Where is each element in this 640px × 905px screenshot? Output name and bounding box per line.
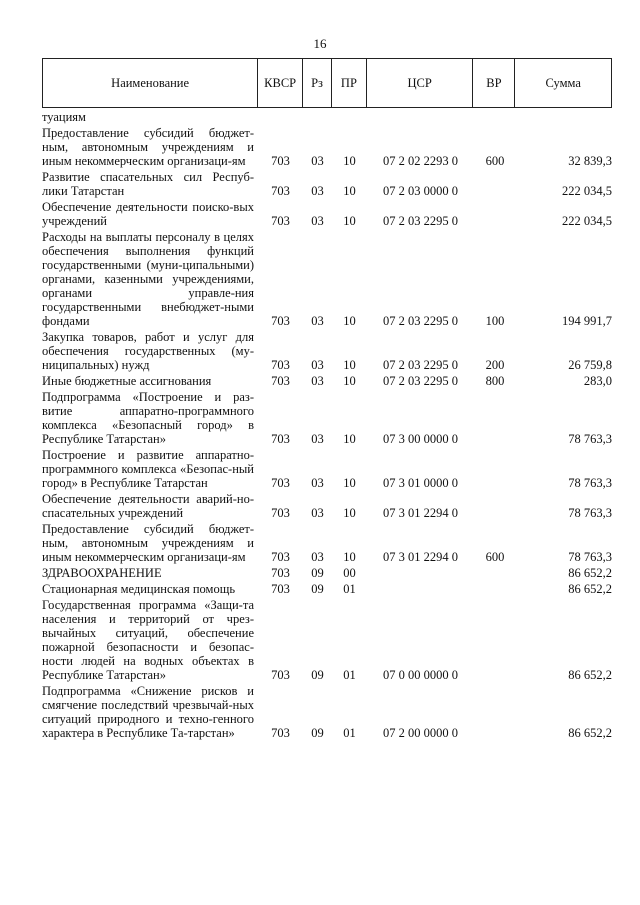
table-header xyxy=(42,58,612,108)
row-sum: 283,0 xyxy=(583,374,612,388)
row-kvsr: 703 xyxy=(271,432,290,446)
row-pr: 01 xyxy=(343,726,356,740)
row-sum: 32 839,3 xyxy=(568,154,612,168)
row-rz: 03 xyxy=(311,154,324,168)
row-pr: 10 xyxy=(343,314,356,328)
row-csr: 07 2 00 0000 0 xyxy=(383,726,458,740)
row-pr: 10 xyxy=(343,154,356,168)
row-pr: 01 xyxy=(343,668,356,682)
header-kvsr: КВСР xyxy=(258,59,303,107)
row-name: туациям xyxy=(42,110,86,124)
row-kvsr: 703 xyxy=(271,358,290,372)
header-rz: Рз xyxy=(303,59,332,107)
row-name: Предоставление субсидий бюджет-ным, автономным учреждениям и иным некоммерческим организаци-ям xyxy=(42,522,254,564)
row-name: Обеспечение деятельности аварий-но-спасательных учреждений xyxy=(42,492,254,520)
row-sum: 78 763,3 xyxy=(568,476,612,490)
header-sum: Сумма xyxy=(545,75,581,90)
row-rz: 09 xyxy=(311,668,324,682)
header-vr: ВР xyxy=(473,59,515,107)
row-name: Подпрограмма «Снижение рисков и смягчение последствий чрезвычай-ных ситуаций природного и техно-генного характера в Республике Та-тарстан» xyxy=(42,684,254,740)
table-row xyxy=(42,390,612,446)
row-rz: 03 xyxy=(311,432,324,446)
row-rz: 03 xyxy=(311,506,324,520)
row-kvsr: 703 xyxy=(271,566,290,580)
row-kvsr: 703 xyxy=(271,582,290,596)
row-pr: 10 xyxy=(343,374,356,388)
header-pr: ПР xyxy=(332,59,367,107)
table-row xyxy=(42,110,612,124)
row-sum: 78 763,3 xyxy=(568,506,612,520)
row-pr: 10 xyxy=(343,214,356,228)
row-pr: 10 xyxy=(343,476,356,490)
row-name: Подпрограмма «Построение и раз-витие аппаратно-программного комплекса «Безопасный город» в Республике Татарстан» xyxy=(42,390,254,446)
row-csr: 07 2 03 2295 0 xyxy=(383,214,458,228)
row-kvsr: 703 xyxy=(271,476,290,490)
table-row xyxy=(42,170,612,198)
header-name: Наименование xyxy=(43,59,258,107)
row-name: Иные бюджетные ассигнования xyxy=(42,374,212,388)
table-row xyxy=(42,684,612,740)
row-kvsr: 703 xyxy=(271,214,290,228)
row-name: Построение и развитие аппаратно-программного комплекса «Безопас-ный город» в Республике Татарстан xyxy=(42,448,254,490)
row-name: Предоставление субсидий бюджет-ным, автономным учреждениям и иным некоммерческим организаци-ям xyxy=(42,126,254,168)
row-csr: 07 2 03 0000 0 xyxy=(383,184,458,198)
table-row xyxy=(42,330,612,372)
row-sum: 222 034,5 xyxy=(562,184,612,198)
row-pr: 00 xyxy=(343,566,356,580)
row-csr: 07 3 01 2294 0 xyxy=(383,550,458,564)
row-pr: 01 xyxy=(343,582,356,596)
row-kvsr: 703 xyxy=(271,184,290,198)
row-pr: 10 xyxy=(343,550,356,564)
row-name: Расходы на выплаты персоналу в целях обеспечения выполнения функций государственными (муни-ципальными) органами, казенными учреждениями, органами управле-ния государственными внебюджет-ными фондами xyxy=(42,230,254,328)
row-sum: 78 763,3 xyxy=(568,432,612,446)
table-row xyxy=(42,566,612,580)
table-row xyxy=(42,200,612,228)
row-rz: 09 xyxy=(311,566,324,580)
row-name: Развитие спасательных сил Респуб-лики Татарстан xyxy=(42,170,254,198)
row-rz: 03 xyxy=(311,476,324,490)
row-csr: 07 3 01 0000 0 xyxy=(383,476,458,490)
page-number: 16 xyxy=(313,36,327,51)
row-kvsr: 703 xyxy=(271,506,290,520)
row-sum: 86 652,2 xyxy=(568,582,612,596)
row-sum: 222 034,5 xyxy=(562,214,612,228)
row-sum: 86 652,2 xyxy=(568,668,612,682)
row-sum: 194 991,7 xyxy=(562,314,612,328)
table-body xyxy=(42,110,612,742)
row-name: Обеспечение деятельности поиско-вых учреждений xyxy=(42,200,254,228)
header-csr: ЦСР xyxy=(367,59,474,107)
row-kvsr: 703 xyxy=(271,314,290,328)
row-csr: 07 0 00 0000 0 xyxy=(383,668,458,682)
table-row xyxy=(42,448,612,490)
row-kvsr: 703 xyxy=(271,374,290,388)
table-row xyxy=(42,126,612,168)
table-row xyxy=(42,598,612,682)
row-kvsr: 703 xyxy=(271,668,290,682)
row-rz: 03 xyxy=(311,550,324,564)
row-vr: 600 xyxy=(485,154,505,168)
row-vr: 600 xyxy=(485,550,505,564)
row-sum: 86 652,2 xyxy=(568,726,612,740)
row-name: ЗДРАВООХРАНЕНИЕ xyxy=(42,566,162,580)
row-kvsr: 703 xyxy=(271,726,290,740)
table-row xyxy=(42,374,612,388)
row-pr: 10 xyxy=(343,432,356,446)
table-row xyxy=(42,492,612,520)
row-csr: 07 2 02 2293 0 xyxy=(383,154,458,168)
row-pr: 10 xyxy=(343,358,356,372)
row-name: Закупка товаров, работ и услуг для обеспечения государственных (му-ниципальных) нужд xyxy=(42,330,254,372)
row-name: Стационарная медицинская помощь xyxy=(42,582,236,596)
row-vr: 200 xyxy=(485,358,505,372)
row-rz: 03 xyxy=(311,374,324,388)
row-kvsr: 703 xyxy=(271,550,290,564)
row-csr: 07 3 01 2294 0 xyxy=(383,506,458,520)
row-csr: 07 2 03 2295 0 xyxy=(383,374,458,388)
row-rz: 03 xyxy=(311,184,324,198)
row-sum: 26 759,8 xyxy=(568,358,612,372)
row-rz: 03 xyxy=(311,358,324,372)
row-csr: 07 2 03 2295 0 xyxy=(383,314,458,328)
row-vr: 800 xyxy=(485,374,505,388)
row-rz: 03 xyxy=(311,214,324,228)
row-pr: 10 xyxy=(343,184,356,198)
row-pr: 10 xyxy=(343,506,356,520)
row-sum: 86 652,2 xyxy=(568,566,612,580)
row-rz: 09 xyxy=(311,582,324,596)
row-csr: 07 2 03 2295 0 xyxy=(383,358,458,372)
row-name: Государственная программа «Защи-та населения и территорий от чрез-вычайных ситуаций, обеспечение пожарной безопасности и безопас-ности людей на водных объектах в Республике Татарстан» xyxy=(42,598,254,682)
row-kvsr: 703 xyxy=(271,154,290,168)
row-csr: 07 3 00 0000 0 xyxy=(383,432,458,446)
row-rz: 03 xyxy=(311,314,324,328)
row-vr: 100 xyxy=(485,314,505,328)
table-row xyxy=(42,230,612,328)
row-rz: 09 xyxy=(311,726,324,740)
table-row xyxy=(42,582,612,596)
table-row xyxy=(42,522,612,564)
row-sum: 78 763,3 xyxy=(568,550,612,564)
